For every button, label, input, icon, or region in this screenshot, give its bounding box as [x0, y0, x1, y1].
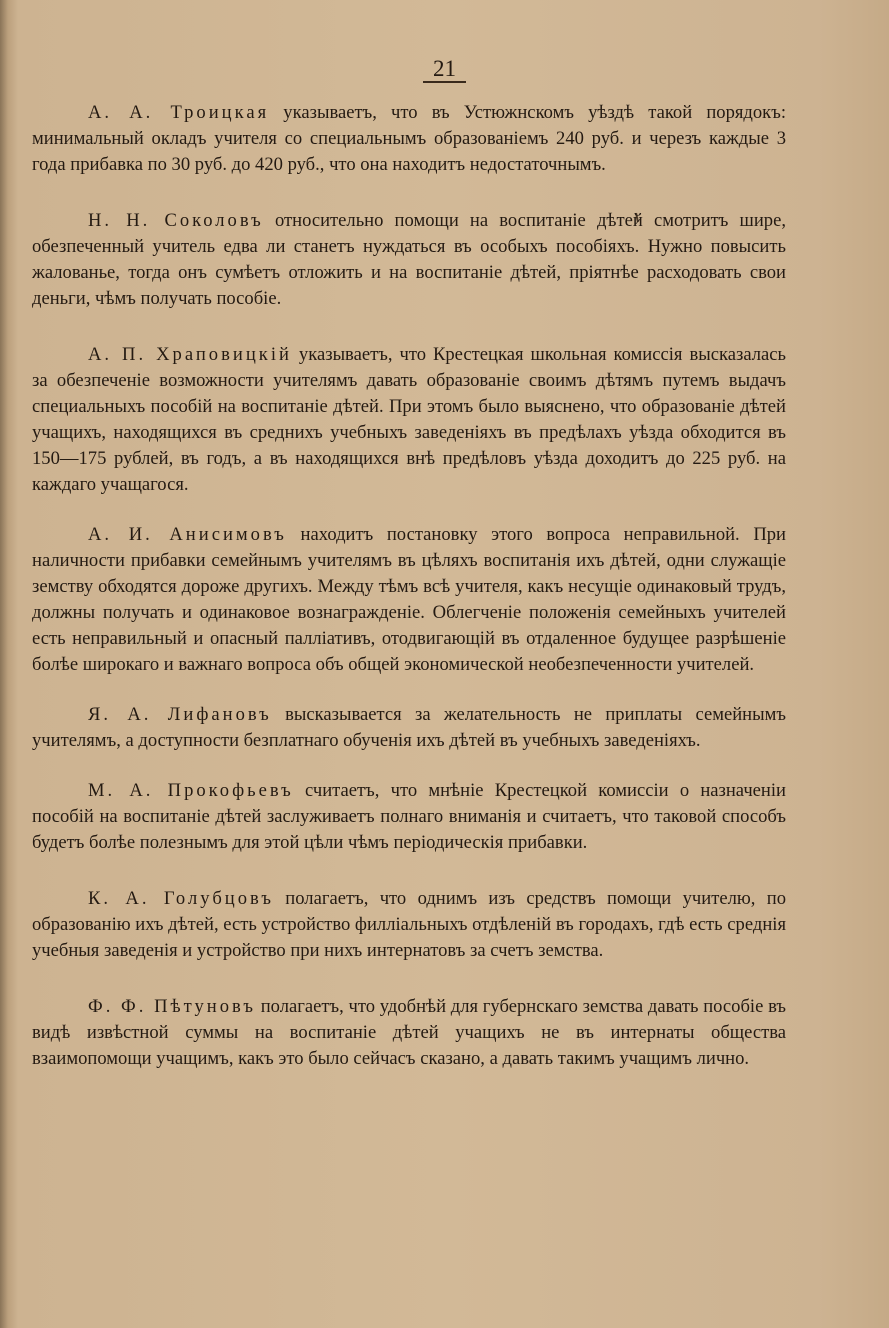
- page-number: 21: [0, 56, 889, 82]
- body-text: [32, 100, 786, 1072]
- paragraph-text: относительно помощи на воспитаніе дѣтей смотритъ шире, обезпеченный учитель едва ли станетъ нуждаться въ особыхъ пособіяхъ. Нужно повысить жалованье, тогда онъ сумѣетъ отложить и на воспитаніе дѣтей, пріятнѣе расходовать свои деньги, чѣмъ получать пособіе.: [32, 210, 787, 309]
- paragraph-text: считаетъ, что мнѣніе Крестецкой комиссіи о назначеніи пособій на воспитаніе дѣтей заслуживаетъ полнаго вниманія и считаетъ, что таковой способъ будетъ болѣе полезнымъ для этой цѣли чѣмъ періодическія прибавки.: [32, 780, 786, 853]
- paragraph-prokofiev: [32, 778, 786, 856]
- speaker-name: А. И. Анисимовъ: [88, 524, 287, 545]
- paragraph-text: находитъ постановку этого вопроса неправильной. При наличности прибавки семейнымъ учителямъ въ цѣляхъ воспитанія ихъ дѣтей, одни служащіе земству обходятся дороже другихъ. Между тѣмъ всѣ учителя, какъ несущіе одинаковый трудъ, должны получать и одинаковое вознагражденіе. Облегченіе положенія семейныхъ учителей есть неправильный и опасный паллiативъ, отодвигающій въ отдаленное будущее разрѣшеніе болѣе широкаго и важнаго вопроса объ общей экономической необезпеченности учителей.: [32, 524, 787, 675]
- paragraph-text: указываетъ, что въ Устюжнскомъ уѣздѣ такой порядокъ: минимальный окладъ учителя со специальнымъ образованіемъ 240 руб. и черезъ каждые 3 года прибавка по 30 руб. до 420 руб., что она находитъ недостаточнымъ.: [32, 102, 786, 175]
- speaker-name: М. А. Прокофьевъ: [88, 780, 294, 801]
- speaker-name: Я. А. Лифановъ: [88, 704, 272, 725]
- paragraph-anisimov: [32, 522, 786, 678]
- paragraph-troitskaya: [32, 100, 786, 178]
- speaker-name: Н. Н. Соколовъ: [88, 210, 264, 231]
- paragraph-sokolov: [32, 208, 786, 312]
- paragraph-petunov: [32, 994, 786, 1072]
- speaker-name: А. А. Троицкая: [88, 102, 270, 123]
- paragraph-text: полагаетъ, что удобнѣй для губернскаго земства давать пособіе въ видѣ извѣстной суммы на воспитаніе дѣтей учащихъ не въ интернаты общества взаимопомощи учащимъ, какъ это было сейчасъ сказано, а давать такимъ учащимъ лично.: [32, 996, 786, 1069]
- paragraph-lifanov: [32, 702, 786, 754]
- speaker-name: А. П. Храповицкій: [88, 344, 292, 365]
- speaker-name: К. А. Голубцовъ: [88, 888, 274, 909]
- paragraph-khrapovitsky: [32, 342, 786, 498]
- paragraph-text: указываетъ, что Крестецкая школьная комиссія высказалась за обезпеченіе возможности учителямъ давать образованіе своимъ дѣтямъ путемъ выдачъ специальныхъ пособій на воспитаніе дѣтей. При этомъ было выяснено, что образованіе дѣтей учащихъ, находящихся въ среднихъ учебныхъ заведеніяхъ въ предѣлахъ уѣзда обходится въ 150—175 рублей, въ годъ, а въ находящихся внѣ предѣловъ уѣзда доходитъ до 225 руб. на каждаго учащагося.: [32, 344, 786, 495]
- paragraph-text: полагаетъ, что однимъ изъ средствъ помощи учителю, по образованію ихъ дѣтей, есть устройство филліальныхъ отдѣленій въ городахъ, гдѣ есть среднія учебныя заведенія и устройство при нихъ интернатовъ за счетъ земства.: [32, 888, 786, 961]
- paragraph-text: высказывается за желательность не приплаты семейнымъ учителямъ, а доступности безплатнаго обученія ихъ дѣтей въ учебныхъ заведеніяхъ.: [32, 704, 786, 751]
- speaker-name: Ф. Ф. Пѣтуновъ: [88, 996, 256, 1017]
- paragraph-golubtsov: [32, 886, 786, 964]
